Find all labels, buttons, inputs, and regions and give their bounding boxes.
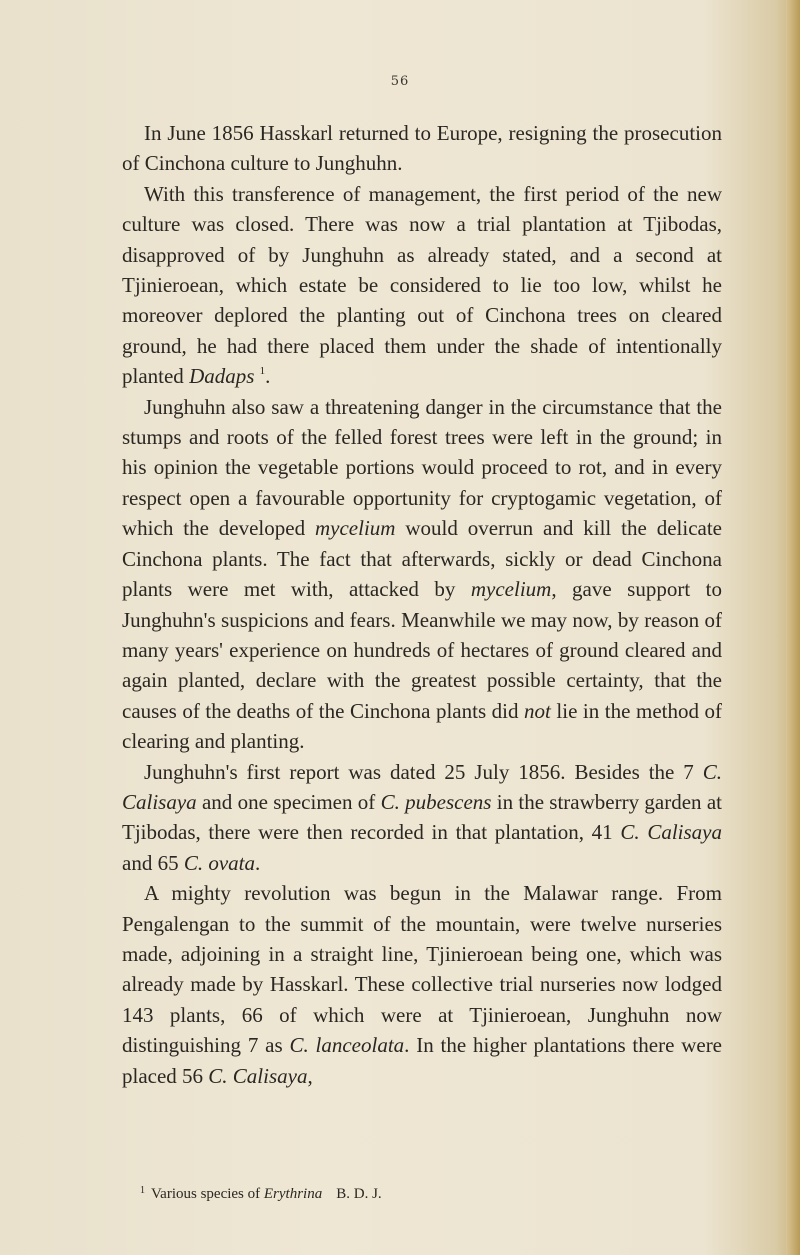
text-run: With this transference of management, the first period of the new culture was closed. There was now a trial plantation at Tjibodas, disapproved of by Junghuhn as already stated, and a second at Tjinieroean, which estate be considered to lie too low, whilst he moreover deplored the planting out of Cinchona trees on cleared ground, he had there placed them under the shade of intentionally planted — [122, 181, 722, 389]
footnote-attribution: B. D. J. — [336, 1186, 382, 1202]
italic-term: C. pubescens — [380, 789, 492, 814]
text-run: in the strawberry garden at Tjibodas, there were then recorded in that plantation, 41 — [122, 789, 722, 845]
italic-term: Dadaps — [189, 364, 255, 389]
italic-term: C. Calisaya — [620, 820, 722, 845]
text-run: A mighty revolution was begun in the Malawar range. From Pengalengan to the summit of the mountain, were twelve nurseries made, adjoining in a straight line, Tjinieroean being one, which was already made by Hasskarl. These collective trial nurseries now lodged 143 plants, 66 of which were at Tjinieroean, Junghuhn now distinguishing 7 as — [122, 881, 722, 1058]
text-run: . — [265, 364, 271, 389]
italic-term: mycelium — [315, 516, 396, 541]
text-run: , — [307, 1063, 313, 1088]
footnote — [140, 1185, 720, 1203]
text-run: Junghuhn's first report was dated 25 July 1856. Besides the 7 — [144, 759, 703, 784]
text-run: , gave support to Junghuhn's suspicions and fears. Meanwhile we may now, by reason of many years' experience on hundreds of hectares of ground cleared and again planted, declare with the greatest possible certainty, that the causes of the deaths of the Cinchona plants did — [122, 577, 722, 723]
italic-term: C. Calisaya — [122, 759, 722, 814]
text-run: would overrun and kill the delicate Cinchona plants. The fact that afterwards, sickly or dead Cinchona plants were met with, attacked by — [122, 516, 722, 602]
text-run: lie in the method of clearing and planting. — [122, 698, 722, 754]
paragraph — [122, 392, 722, 757]
text-run: and 65 — [122, 850, 184, 875]
text-run: In June 1856 Hasskarl returned to Europe, resigning the prosecution of Cinchona culture to Junghuhn. — [122, 121, 722, 176]
footnote-italic: Erythrina — [263, 1186, 323, 1202]
paragraph — [122, 118, 722, 179]
body-text — [122, 118, 722, 1091]
italic-term: C. Calisaya — [208, 1063, 308, 1088]
text-run: . In the higher plantations there were placed 56 — [122, 1033, 723, 1088]
paragraph — [122, 878, 722, 1091]
paragraph — [122, 179, 722, 392]
italic-term: not — [524, 698, 551, 723]
page-number: 56 — [390, 74, 410, 89]
footnote-ref: 1 — [259, 365, 266, 378]
text-run: and one specimen of — [196, 789, 381, 814]
italic-term: C. lanceolata — [289, 1033, 405, 1058]
paragraph — [122, 757, 722, 879]
text-run: . — [255, 850, 261, 875]
footnote-text: Various species of — [151, 1186, 264, 1202]
italic-term: mycelium — [470, 577, 552, 602]
italic-term: C. ovata — [183, 850, 255, 875]
footnote-mark: 1 — [140, 1185, 145, 1196]
text-run: Junghuhn also saw a threatening danger in the circumstance that the stumps and roots of the felled forest trees were left in the ground; in his opinion the vegetable portions would proceed to rot, and in every respect open a favourable opportunity for cryptogamic vegetation, of which the developed — [122, 394, 722, 541]
page-edge — [786, 0, 800, 1255]
